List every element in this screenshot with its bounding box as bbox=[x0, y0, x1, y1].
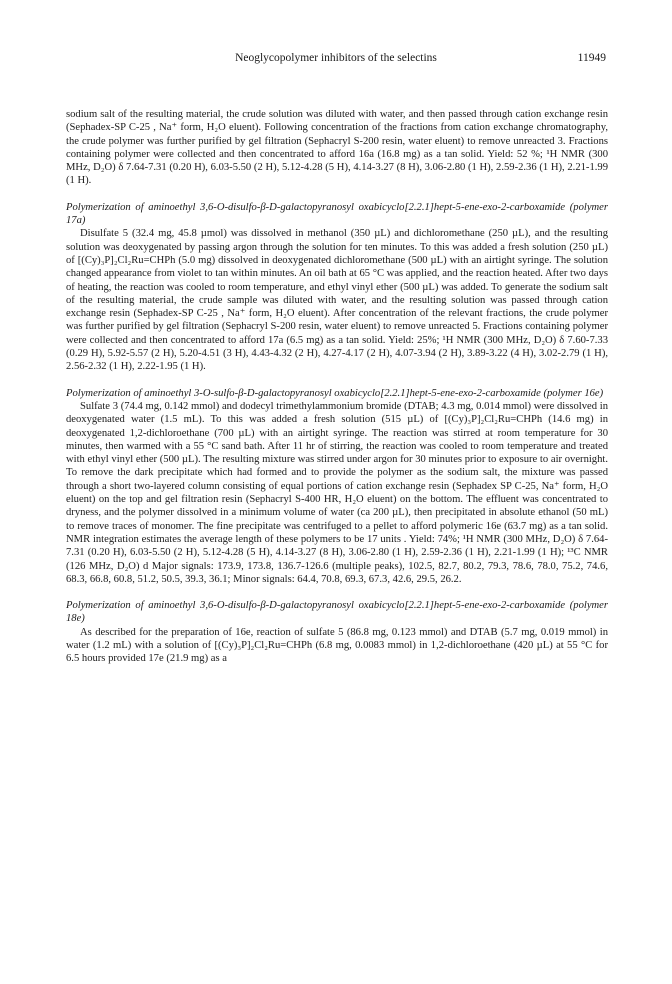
section-heading-17a: Polymerization of aminoethyl 3,6-O-disulfo-β-D-galactopyranosyl oxabicyclo[2.2.1]hept-5-ene-exo-2-carboxamide (polymer 17a) bbox=[66, 201, 608, 227]
paragraph-17a: Disulfate 5 (32.4 mg, 45.8 µmol) was dissolved in methanol (350 µL) and dichloromethane (250 µL), and the resulting solution was deoxygenated by passing argon through the solution for ten minutes. To this was added a fresh solution (250 µL) of [(Cy)₃P]₂Cl₂Ru=CHPh (5.0 mg) dissolved in deoxygenated dichloromethane (500 µL) with an airtight syringe. The solution changed appearance from violet to tan within minutes. An oil bath at 65 °C was applied, and the reaction heated. After two days of heating, the reaction was cooled to room temperature, and ethyl vinyl ether (500 µL) was added. To generate the sodium salt of the resulting material, the crude sample was diluted with water, and the resulting solution was passed through cation exchange resin (Sephadex-SP C-25 , Na⁺ form, H₂O eluent). After concentration of the relevant fractions, the crude polymer was further purified by gel filtration (Sephacryl S-200 resin, water eluent) to remove unreacted 5. Fractions containing polymer were collected and then concentrated to afford 17a (6.5 mg) as a tan solid. Yield: 25%; ¹H NMR (300 MHz, D₂O) δ 7.60-7.33 (0.29 H), 5.92-5.57 (2 H), 5.20-4.51 (3 H), 4.43-4.32 (2 H), 4.27-4.17 (2 H), 4.07-3.94 (2 H), 3.89-3.22 (4 H), 3.02-2.79 (1 H), 2.56-2.32 (1 H), 2.22-1.95 (1 H). bbox=[66, 228, 608, 373]
running-title: Neoglycopolymer inhibitors of the selectins bbox=[235, 52, 437, 64]
section-heading-18e: Polymerization of aminoethyl 3,6-O-disulfo-β-D-galactopyranosyl oxabicyclo[2.2.1]hept-5-ene-exo-2-carboxamide (polymer 18e) bbox=[66, 600, 608, 625]
running-header bbox=[66, 52, 606, 68]
section-heading-16e: Polymerization of aminoethyl 3-O-sulfo-β-D-galactopyranosyl oxabicyclo[2.2.1]hept-5-ene-exo-2-carboxamide (polymer 16e) bbox=[66, 387, 604, 399]
page-number: 11949 bbox=[577, 52, 606, 64]
article-body bbox=[66, 108, 608, 666]
paragraph-16a-end: sodium salt of the resulting material, the crude solution was diluted with water, and then passed through cation exchange resin (Sephadex-SP C-25 , Na⁺ form, H₂O eluent). Following concentration of the fractions from cation exchange chromatography, the crude polymer was further purified by gel filtration (Sephacryl S-200 resin, water eluent) to remove unreacted 3. Fractions containing polymer were collected and then concentrated to afford 16a (16.8 mg) as a tan solid. Yield: 52 %; ¹H NMR (300 MHz, D₂O) δ 7.64-7.31 (0.20 H), 6.03-5.50 (2 H), 5.12-4.28 (5 H), 4.14-3.27 (8 H), 3.06-2.80 (1 H), 2.59-2.36 (1 H), 2.21-1.99 (1 H). bbox=[66, 109, 608, 187]
paragraph-18e: As described for the preparation of 16e, reaction of sulfate 5 (86.8 mg, 0.123 mmol) and DTAB (5.7 mg, 0.019 mmol) in water (1.2 mL) with a solution of [(Cy)₃P]₂Cl₂Ru=CHPh (6.8 mg, 0.0083 mmol) in 1,2-dichloroethane (420 µL) at 55 °C for 6.5 hours provided 17e (21.9 mg) as a bbox=[66, 626, 608, 665]
paragraph-16e: Sulfate 3 (74.4 mg, 0.142 mmol) and dodecyl trimethylammonium bromide (DTAB; 4.3 mg, 0.014 mmol) were dissolved in deoxygenated water (1.5 mL). To this was added a fresh solution (515 µL) of [(Cy)₃P]₂Cl₂Ru=CHPh (14.6 mg) in deoxygenated 1,2-dichloroethane (700 µL) with an airtight syringe. The reaction was stirred at room temperature for 30 minutes, then warmed with a 55 °C sand bath. After 11 hr of stirring, the reaction was cooled to room temperature and treated with ethyl vinyl ether (500 µL). The resulting mixture was stirred under argon for 30 minutes prior to exposure to air overnight. To remove the dark precipitate which had formed and to provide the polymer as the sodium salt, the mixture was passed through a short two-layered column consisting of equal portions of cation exchange resin (Sephadex SP C-25, Na⁺ form, H₂O eluent) on the top and gel filtration resin (Sephacryl S-400 HR, H₂O eluent) on the bottom. The effluent was concentrated to dryness, and the polymer dissolved in a minimum volume of water (ca 200 µL), then precipitated in absolute ethanol (50 mL) to remove traces of monomer. The fine precipitate was centrifuged to a pellet to afford polymeric 16e (63.7 mg) as a tan solid. NMR integration estimates the average length of these polymers to be 17 units . Yield: 74%; ¹H NMR (300 MHz, D₂O) δ 7.64-7.31 (0.20 H), 6.03-5.50 (2 H), 5.12-4.28 (5 H), 4.14-3.27 (8 H), 3.06-2.80 (1 H), 2.59-2.36 (1 H), 2.21-1.99 (1 H); ¹³C NMR (126 MHz, D₂O) d Major signals: 173.9, 173.8, 136.7-126.6 (multiple peaks), 102.5, 82.7, 80.2, 79.3, 78.6, 78.0, 75.2, 74.6, 68.3, 66.8, 60.8, 51.2, 50.5, 39.3, 36.1; Minor signals: 64.4, 70.8, 69.3, 67.3, 42.6, 29.5, 26.2. bbox=[66, 400, 608, 585]
